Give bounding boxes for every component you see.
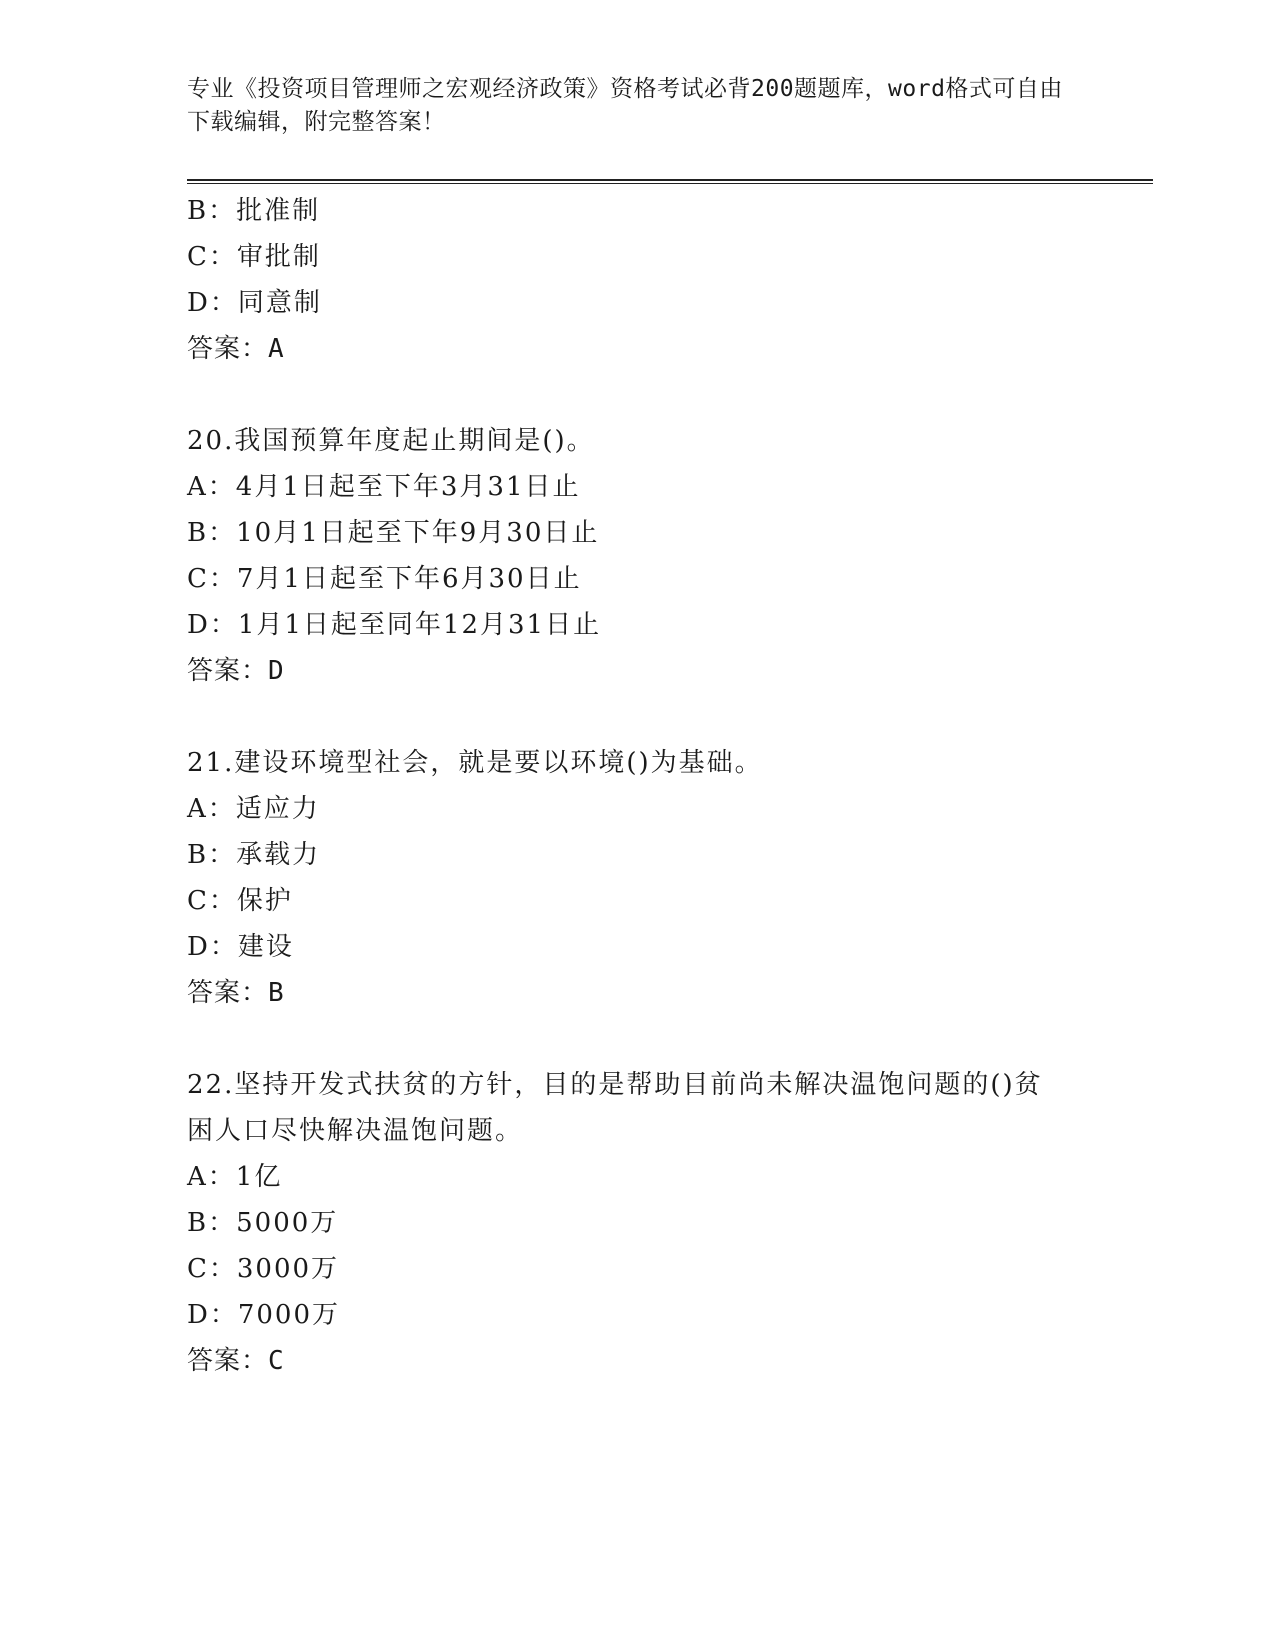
header-rule-thin [187,183,1153,184]
option-a: A：1亿 [187,1162,283,1192]
header-rule-thick [187,179,1153,181]
option-c: C：3000万 [187,1254,340,1284]
option-d: D：7000万 [187,1300,341,1330]
question-22 [187,1062,1087,1384]
option-a: A：4月1日起至下年3月31日止 [187,472,581,502]
question-list [187,188,1087,1384]
question-continued [187,188,1087,372]
document-header: 专业《投资项目管理师之宏观经济政策》资格考试必背200题题库，word格式可自由下载编辑，附完整答案！ [187,76,1063,135]
option-b: B：10月1日起至下年9月30日止 [187,518,600,548]
question-stem: 22.坚持开发式扶贫的方针，目的是帮助目前尚未解决温饱问题的()贫困人口尽快解决温饱问题。 [187,1070,1043,1146]
question-stem: 21.建设环境型社会，就是要以环境()为基础。 [187,748,763,778]
answer: 答案：A [187,334,285,364]
question-20 [187,418,1087,694]
question-21 [187,740,1087,1016]
option-b: B：5000万 [187,1208,339,1238]
option-d: D：建设 [187,932,294,962]
answer: 答案：C [187,1346,285,1376]
answer: 答案：B [187,978,285,1008]
option-c: C：审批制 [187,242,321,272]
question-stem: 20.我国预算年度起止期间是()。 [187,426,595,456]
option-a: A：适应力 [187,794,320,824]
option-b: B：承载力 [187,840,321,870]
option-d: D：1月1日起至同年12月31日止 [187,610,602,640]
option-b: B：批准制 [187,196,321,226]
option-d: D：同意制 [187,288,322,318]
answer: 答案：D [187,656,285,686]
option-c: C：保护 [187,886,293,916]
option-c: C：7月1日起至下年6月30日止 [187,564,582,594]
